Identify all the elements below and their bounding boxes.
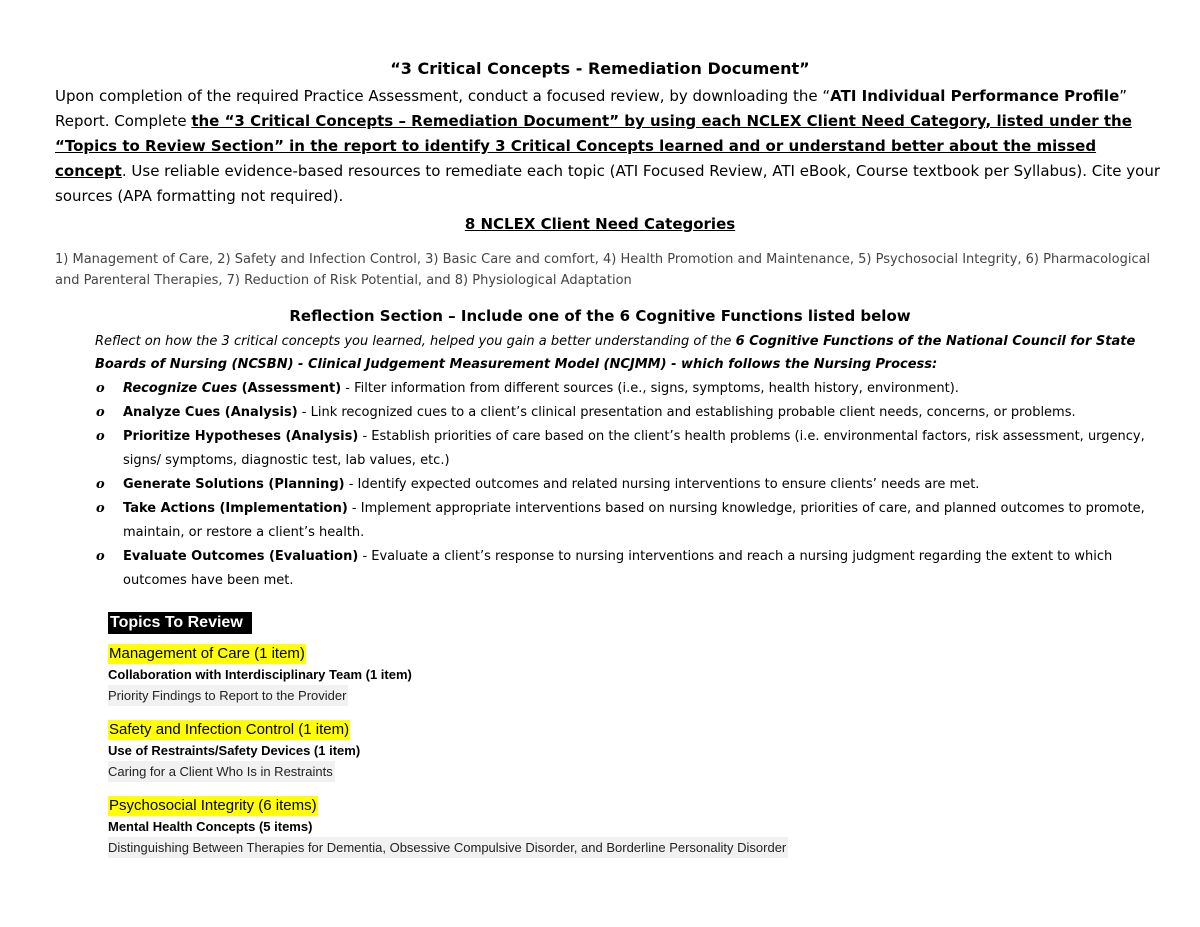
topic-category: Psychosocial Integrity (6 items)	[109, 797, 317, 814]
intro-text-1: Upon completion of the required Practice Assessment, conduct a focused review, by downloading the “	[55, 87, 831, 105]
topic-group-safety-infection-control	[108, 720, 1008, 782]
document-title: “3 Critical Concepts - Remediation Document”	[390, 59, 810, 78]
function-term-italic: Recognize Cues	[123, 381, 238, 396]
function-term: Take Actions (Implementation)	[123, 501, 348, 516]
topic-item: Caring for a Client Who Is in Restraints	[108, 761, 335, 782]
bullet-icon: o	[96, 477, 105, 492]
bullet-icon: o	[96, 381, 105, 396]
topic-group-psychosocial-integrity	[108, 796, 1008, 858]
intro-text-2: ” Report. Complete	[55, 87, 1128, 130]
function-desc: - Filter information from different sources (i.e., signs, symptoms, health history, environment).	[341, 381, 959, 396]
reflection-heading: Reflection Section – Include one of the 6 Cognitive Functions listed below	[289, 307, 911, 325]
function-phase: (Assessment)	[237, 381, 342, 396]
intro-text-3: . Use reliable evidence-based resources to remediate each topic (ATI Focused Review, ATI eBook, Course textbook per Syllabus). Cite your sources (APA formatting not required).	[55, 162, 1161, 205]
topics-to-review	[108, 612, 1008, 858]
function-desc: - Link recognized cues to a client’s clinical presentation and establishing probable client needs, concerns, or problems.	[297, 405, 1076, 420]
function-term: Prioritize Hypotheses (Analysis)	[123, 429, 359, 444]
topic-group-management-of-care	[108, 644, 1008, 706]
topic-category: Safety and Infection Control (1 item)	[109, 721, 350, 738]
categories-list: 1) Management of Care, 2) Safety and Infection Control, 3) Basic Care and comfort, 4) Health Promotion and Maintenance, 5) Psychosocial Integrity, 6) Pharmacological and Parenteral Therapies, 7) Reduction of Risk Potential, and 8) Physiological Adaptation	[55, 252, 1151, 288]
function-term: Generate Solutions (Planning)	[123, 477, 345, 492]
function-desc: - Evaluate a client’s response to nursing interventions and reach a nursing judgment regarding the extent to which outcomes have been met.	[123, 549, 1113, 588]
reflection-intro-bold: 6 Cognitive Functions of the National Council for State Boards of Nursing (NCSBN) - Clinical Judgement Measurement Model (NCJMM) - which follows the Nursing Process:	[95, 334, 1136, 372]
bullet-icon: o	[96, 501, 105, 516]
function-desc: - Establish priorities of care based on the client’s health problems (i.e. environmental factors, risk assessment, urgency, signs/ symptoms, diagnostic test, lab values, etc.)	[123, 429, 1145, 468]
reflection-intro-text: Reflect on how the 3 critical concepts you learned, helped you gain a better understanding of the	[95, 334, 736, 349]
intro-paragraph	[55, 84, 1165, 209]
bullet-icon: o	[96, 429, 105, 444]
function-term: Analyze Cues (Analysis)	[123, 405, 298, 420]
function-desc: - Identify expected outcomes and related nursing interventions to ensure clients’ needs are met.	[344, 477, 980, 492]
list-item	[95, 401, 1160, 425]
list-item	[95, 425, 1160, 473]
topic-subtopic: Collaboration with Interdisciplinary Team (1 item)	[108, 667, 412, 682]
list-item	[95, 377, 1160, 401]
topic-item: Distinguishing Between Therapies for Dementia, Obsessive Compulsive Disorder, and Borderline Personality Disorder	[108, 837, 788, 858]
bullet-icon: o	[96, 549, 105, 564]
function-desc: - Implement appropriate interventions based on nursing knowledge, priorities of care, and planned outcomes to promote, maintain, or restore a client’s health.	[123, 501, 1145, 540]
cognitive-functions-list	[95, 377, 1160, 593]
topic-subtopic: Use of Restraints/Safety Devices (1 item)	[108, 743, 361, 758]
categories-heading: 8 NCLEX Client Need Categories	[464, 215, 736, 233]
intro-underlined-instruction: the “3 Critical Concepts – Remediation Document” by using each NCLEX Client Need Category, listed under the “Topics to Review Section” in the report to identify 3 Critical Concepts learned and or understand better about the missed concept	[55, 112, 1132, 180]
bullet-icon: o	[96, 405, 105, 420]
list-item	[95, 497, 1160, 545]
list-item	[95, 473, 1160, 497]
function-term	[123, 381, 341, 396]
reflection-intro	[95, 330, 1155, 376]
intro-report-name: ATI Individual Performance Profile	[830, 87, 1120, 105]
topic-item: Priority Findings to Report to the Provider	[108, 685, 348, 706]
function-term: Evaluate Outcomes (Evaluation)	[123, 549, 359, 564]
topic-category: Management of Care (1 item)	[109, 645, 305, 662]
topic-subtopic: Mental Health Concepts (5 items)	[108, 819, 313, 834]
topics-banner: Topics To Review	[108, 612, 252, 634]
list-item	[95, 545, 1160, 593]
